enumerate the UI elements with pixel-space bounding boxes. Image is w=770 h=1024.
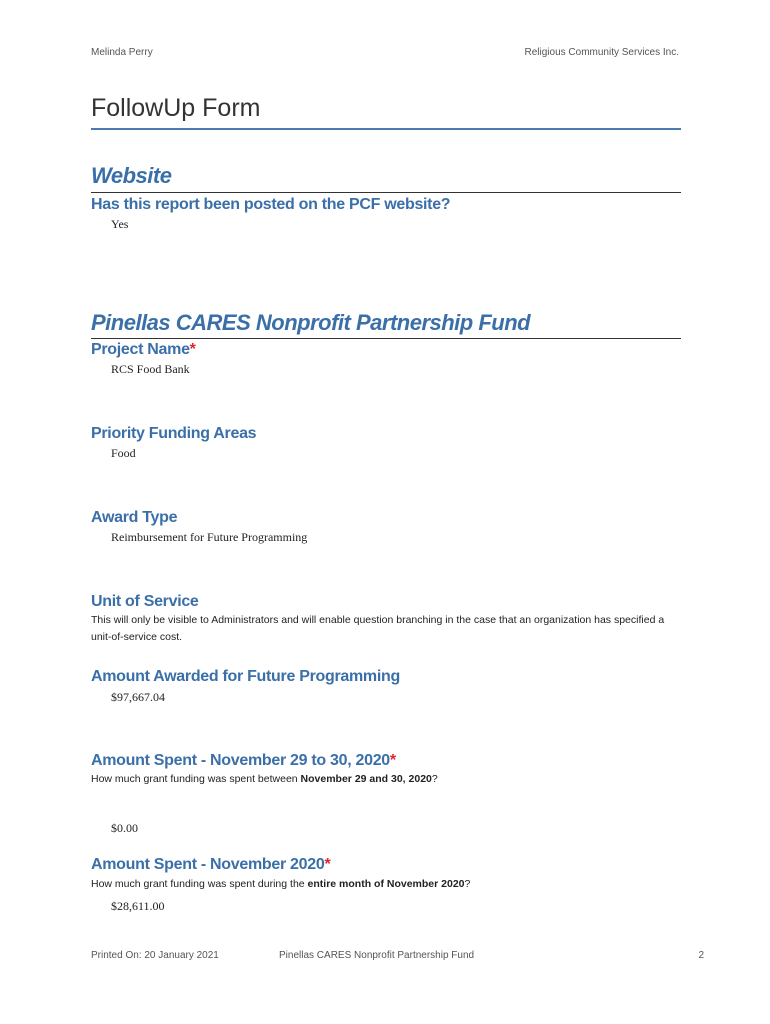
answer-value: $0.00 [111,821,138,835]
answer-value: $28,611.00 [111,899,165,913]
question-label: Has this report been posted on the PCF website? [91,196,451,213]
answer-value: Food [111,446,136,460]
answer-value: $97,667.04 [111,690,165,704]
page-header-right: Religious Community Services Inc. [524,47,679,58]
footer-center: Pinellas CARES Nonprofit Partnership Fund [279,950,475,961]
question-label: Amount Spent - November 29 to 30, 2020 [91,752,390,769]
question-label: Award Type [91,509,178,526]
answer-value: Reimbursement for Future Programming [111,530,308,544]
desc-text: ? [464,878,471,890]
form-title: FollowUp Form [91,94,261,122]
question-label: Priority Funding Areas [91,425,257,442]
question-spent-nov29 [91,752,396,770]
page-header-left: Melinda Perry [91,47,153,58]
section-divider [91,338,681,339]
question-label: Project Name [91,341,190,358]
required-mark: * [189,341,196,358]
question-spent-nov [91,856,330,874]
section-divider [91,192,681,193]
section-heading-website: Website [91,163,172,188]
required-mark: * [324,856,331,873]
question-project-name [91,341,196,359]
question-label: Amount Spent - November 2020 [91,856,325,873]
question-description [91,771,681,788]
footer-printed-date: Printed On: 20 January 2021 [91,950,219,961]
desc-emphasis: entire month of November 2020 [307,878,465,890]
question-label: Amount Awarded for Future Programming [91,668,400,685]
answer-value: Yes [111,217,129,231]
desc-text: How much grant funding was spent during the [91,878,308,890]
desc-emphasis: November 29 and 30, 2020 [300,773,432,785]
question-label: Unit of Service [91,593,199,610]
desc-text: How much grant funding was spent between [91,773,301,785]
desc-text: ? [431,773,438,785]
question-description: This will only be visible to Administrators and will enable question branching in the case that an organization has specified a unit-of-service cost. [91,614,665,643]
question-description [91,876,681,893]
answer-value: RCS Food Bank [111,362,190,376]
title-divider [91,128,681,130]
page-number: 2 [698,950,704,961]
section-heading-fund: Pinellas CARES Nonprofit Partnership Fund [91,310,531,335]
required-mark: * [389,752,396,769]
